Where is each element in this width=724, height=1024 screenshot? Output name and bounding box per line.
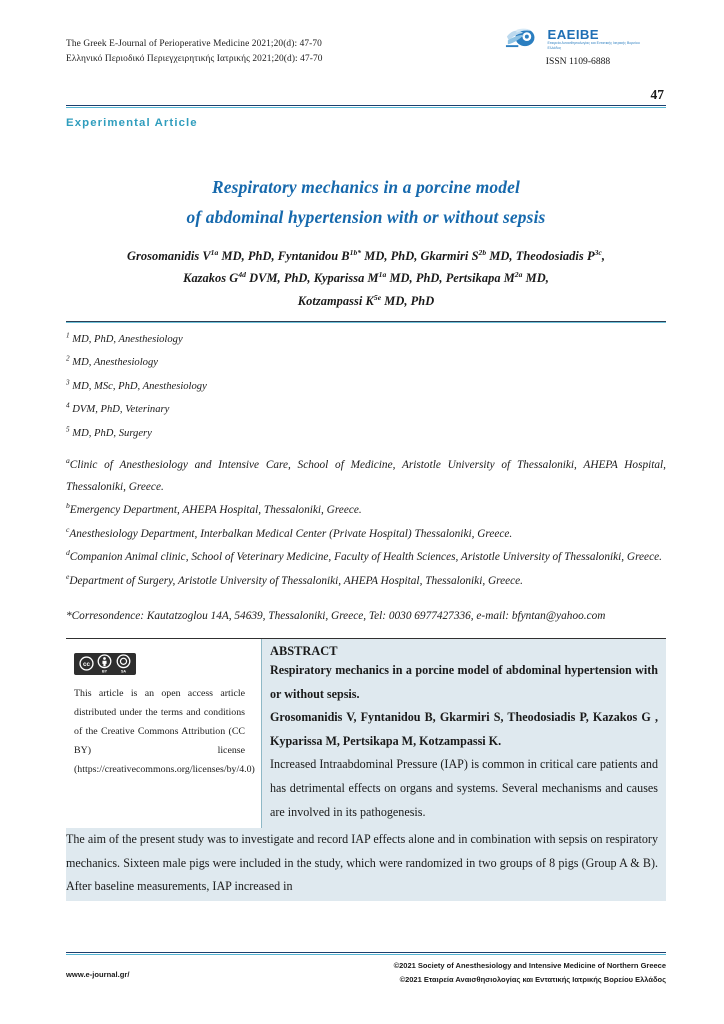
author-line: Kazakos $G^{4d}$ DVM, PhD, Kyparissa $M^{1a}$ MD, PhD, Pertsikapa $M^{2a}$ MD,	[183, 270, 549, 286]
sa-icon	[116, 654, 131, 673]
abstract-authors: Grosomanidis V, Fyntanidou B, Gkarmiri S, Theodosiadis P, Kazakos G , Kyparissa M, Pertsikapa M, Kotzampassi K.	[270, 710, 658, 748]
logo-text	[548, 28, 652, 51]
affiliation-item: $^a$Clinic of Anesthesiology and Intensive Care, School of Medicine, Aristotle University of Thessaloniki, AHEPA Hospital, Thessaloniki, Greece.	[66, 456, 666, 493]
affiliation-item: $^e$Department of Surgery, Aristotle University of Thessaloniki, AHEPA Hospital, Thessaloniki, Greece.	[66, 571, 523, 587]
logo-acronym: EAEIBE	[547, 27, 599, 42]
affiliations-numbered	[66, 328, 666, 446]
abstract-paragraph: Increased Intraabdominal Pressure (IAP) is common in critical care patients and has detrimental effects on organs and systems. Several mechanisms and causes are involved in its pathogenesis.	[270, 757, 658, 819]
abstract-title: Respiratory mechanics in a porcine model of abdominal hypertension with or without sepsis.	[270, 663, 658, 701]
abstract-paragraph: The aim of the present study was to investigate and record IAP effects alone and in combination with sepsis on respiratory mechanics. Sixteen male pigs were included in the study, which were randomized in two groups of 8 pigs (Group A & B). After baseline measurements, IAP increased in	[66, 832, 658, 894]
title-line-1: Respiratory mechanics in a porcine model	[212, 177, 520, 197]
abstract-title-block	[270, 659, 658, 753]
affiliation-item: $^c$Anesthesiology Department, Interbalkan Medical Center (Private Hospital) Thessaloniki, Greece.	[66, 524, 513, 540]
affiliation-item: $^d$Companion Animal clinic, School of Veterinary Medicine, Faculty of Health Sciences, Aristotle University of Thessaloniki, Greece.	[66, 548, 662, 563]
correspondence: *Corresondence: Kautatzoglou 14A, 54639, Thessaloniki, Greece, Tel: 0030 6977427336, e-mail: bfyntan@yahoo.com	[66, 610, 606, 623]
journal-website-link[interactable]: www.e-journal.gr/	[66, 969, 130, 979]
page-title	[66, 173, 666, 233]
authors-divider	[66, 321, 666, 323]
license-text: This article is an open access article distributed under the terms and conditions of the Creative Commons Attribution (CC BY) license (https://creativecommons.org/licenses/by/4.0)	[74, 687, 255, 775]
footer-row	[66, 959, 666, 988]
abstract-body-wide	[66, 828, 666, 901]
author-line: Kotzampassi $K^{5e}$ MD, PhD	[297, 292, 435, 309]
affiliation-item: $^3$ MD, MSc, PhD, Anesthesiology	[66, 378, 207, 392]
logo	[496, 28, 660, 51]
page-footer	[66, 952, 666, 988]
license-column	[66, 639, 262, 829]
author-list	[66, 245, 666, 313]
by-icon	[97, 654, 112, 673]
svg-text:cc: cc	[82, 661, 90, 669]
footer-divider	[66, 952, 666, 955]
abstract-body-column	[270, 753, 658, 824]
creative-commons-badge[interactable]	[74, 653, 136, 675]
abstract-section	[66, 638, 666, 829]
journal-citation-gr: Ελληνικό Περιοδικό Περιεγχειρητικής Ιατρικής 2021;20(d): 47-70	[66, 53, 323, 64]
footer-copyright	[394, 959, 666, 988]
affiliation-item: $^2$ MD, Anesthesiology	[66, 354, 158, 369]
masthead	[66, 28, 666, 86]
article-type-label: Experimental Article	[66, 117, 198, 129]
copyright-en: ©2021 Society of Anesthesiology and Intensive Medicine of Northern Greece	[393, 960, 666, 970]
journal-brand	[496, 28, 666, 67]
affiliation-item: $^4$ DVM, PhD, Veterinary	[66, 401, 170, 416]
journal-citation-en: The Greek E-Journal of Perioperative Medicine 2021;20(d): 47-70	[66, 39, 322, 49]
affiliation-item: $^b$Emergency Department, AHEPA Hospital, Thessaloniki, Greece.	[66, 501, 362, 517]
abstract-heading: ABSTRACT	[270, 643, 338, 658]
page-number: 47	[650, 87, 664, 102]
header-divider	[66, 105, 666, 108]
affiliations-lettered	[66, 454, 666, 592]
issn: ISSN 1109-6888	[545, 55, 611, 67]
journal-citation	[66, 28, 323, 66]
society-emblem-icon	[505, 28, 543, 50]
abstract-column	[262, 639, 666, 829]
author-line: Grosomanidis $V^{1a}$ MD, PhD, Fyntanidou $B^{1b*}$ MD, PhD, Gkarmiri $S^{2b}$ MD, Theodosiadis $P^{3c}$,	[127, 247, 605, 263]
copyright-gr: ©2021 Εταιρεία Αναισθησιολογίας και Εντατικής Ιατρικής Βορείου Ελλάδος	[399, 975, 666, 985]
logo-subtitle: Εταιρεία Αναισθησιολογίας και Εντατικής Ιατρικής Βορείου Ελλάδος	[547, 41, 640, 50]
affiliation-item: $^1$ MD, PhD, Anesthesiology	[66, 331, 183, 345]
svg-text:SA: SA	[121, 669, 127, 674]
svg-text:BY: BY	[102, 669, 108, 674]
cc-icon	[79, 656, 94, 671]
title-line-2: of abdominal hypertension with or without sepsis	[186, 206, 546, 227]
affiliation-item: $^5$ MD, PhD, Surgery	[66, 425, 152, 439]
